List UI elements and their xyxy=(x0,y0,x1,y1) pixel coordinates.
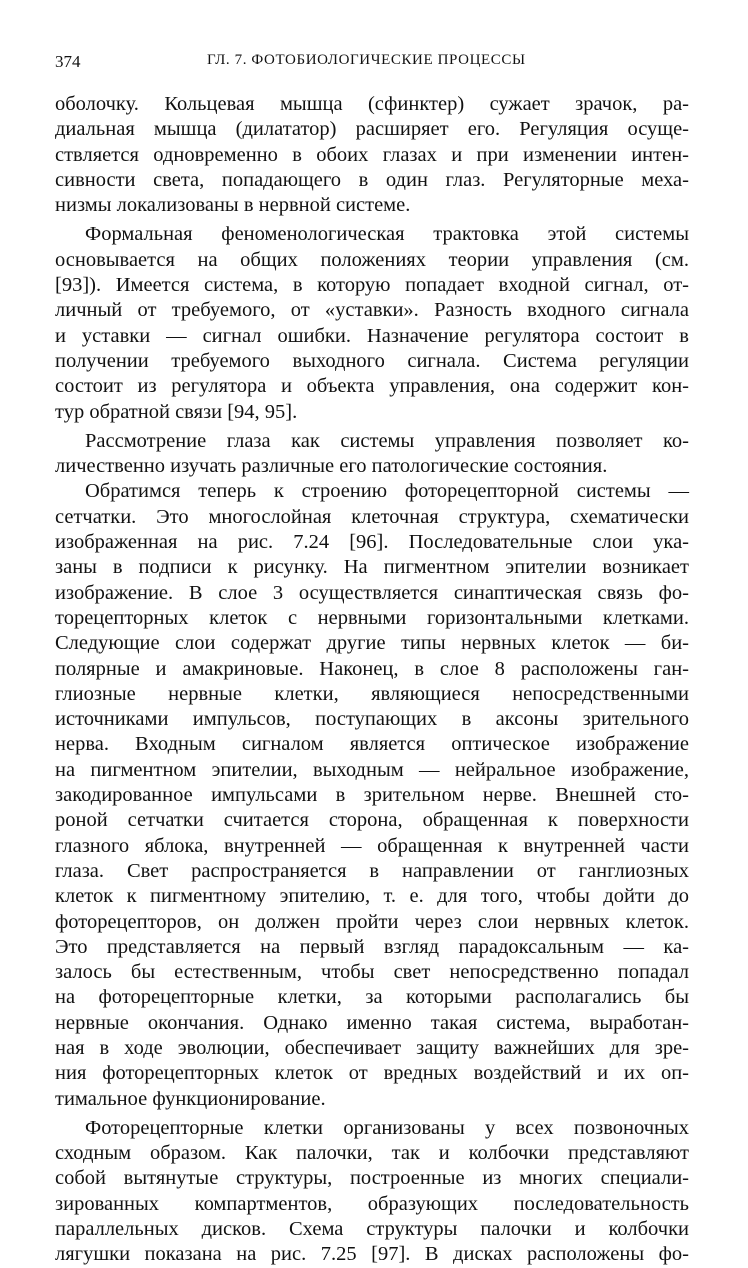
text-line: роной сетчатки считается сторона, обращенная к поверхности xyxy=(55,809,689,832)
paragraph xyxy=(55,479,689,1111)
text-line: тимальное функционирование. xyxy=(55,1087,326,1110)
text-line: Рассмотрение глаза как системы управления позволяет ко- xyxy=(85,429,689,452)
text-line: на пигментном эпителии, выходным — нейральное изображение, xyxy=(55,758,689,781)
text-line: глазного яблока, внутренней — обращенная к внутренней части xyxy=(55,834,689,857)
text-line: Фоторецепторные клетки организованы у всех позвоночных xyxy=(85,1116,689,1139)
text-line: ная в ходе эволюции, обеспечивает защиту важнейших для зре- xyxy=(55,1036,689,1059)
text-line: глиозные нервные клетки, являющиеся непосредственными xyxy=(55,682,689,705)
paragraph xyxy=(55,92,689,218)
text-line: [93]). Имеется система, в которую попадает входной сигнал, от- xyxy=(55,274,689,297)
text-line: заны в подписи к рисунку. На пигментном эпителии возникает xyxy=(55,556,689,579)
text-line: Обратимся теперь к строению фоторецепторной системы — xyxy=(85,480,689,503)
text-line: диальная мышца (дилататор) расширяет его. Регуляция осуще- xyxy=(55,118,689,141)
text-line: сивности света, попадающего в один глаз. Регуляторные меха- xyxy=(55,168,689,191)
text-line: изображение. В слое 3 осуществляется синаптическая связь фо- xyxy=(55,581,689,604)
paragraph xyxy=(55,1116,689,1268)
text-line: основывается на общих положениях теории управления (см. xyxy=(55,248,689,271)
text-line: параллельных дисков. Схема структуры палочки и колбочки xyxy=(55,1218,689,1241)
text-line: оболочку. Кольцевая мышца (сфинктер) сужает зрачок, ра- xyxy=(55,93,689,115)
text-line: торецепторных клеток с нервными горизонтальными клетками. xyxy=(55,606,689,629)
text-line: источниками импульсов, поступающих в аксоны зрительного xyxy=(55,708,689,731)
text-line: нервные окончания. Однако именно такая система, выработан- xyxy=(55,1011,689,1034)
text-line: залось бы естественным, чтобы свет непосредственно попадал xyxy=(55,961,689,984)
text-line: личный от требуемого, от «уставки». Разность входного сигнала xyxy=(55,299,689,322)
text-line: нерва. Входным сигналом является оптическое изображение xyxy=(55,733,689,756)
text-line: на фоторецепторные клетки, за которыми располагались бы xyxy=(55,986,689,1009)
text-line: личественно изучать различные его патологические состояния. xyxy=(55,455,608,478)
text-line: лягушки показана на рис. 7.25 [97]. В дисках расположены фо- xyxy=(55,1243,689,1266)
paragraph xyxy=(55,429,689,480)
text-line: тур обратной связи [94, 95]. xyxy=(55,400,298,423)
text-line: Формальная феноменологическая трактовка этой системы xyxy=(85,223,689,246)
running-head xyxy=(55,52,689,76)
chapter-title: ГЛ. 7. ФОТОБИОЛОГИЧЕСКИЕ ПРОЦЕССЫ xyxy=(207,52,526,68)
text-line: состоит из регулятора и объекта управления, она содержит кон- xyxy=(55,375,689,398)
text-line: сетчатки. Это многослойная клеточная структура, схематически xyxy=(55,505,689,528)
text-line: и уставки — сигнал ошибки. Назначение регулятора состоит в xyxy=(55,324,689,347)
text-line: зированных компартментов, образующих последовательность xyxy=(55,1192,689,1215)
text-line: Это представляется на первый взгляд парадоксальным — ка- xyxy=(55,935,689,958)
text-line: полярные и амакриновые. Наконец, в слое 8 расположены ган- xyxy=(55,657,689,680)
text-line: собой вытянутые структуры, построенные из многих специали- xyxy=(55,1167,689,1190)
text-line: низмы локализованы в нервной системе. xyxy=(55,194,411,217)
text-line: фоторецепторов, он должен пройти через слои нервных клеток. xyxy=(55,910,689,933)
paragraph xyxy=(55,222,689,424)
text-line: закодированное импульсами в зрительном нерве. Внешней сто- xyxy=(55,784,689,807)
page-number: 374 xyxy=(55,52,81,71)
text-line: клеток к пигментному эпителию, т. е. для того, чтобы дойти до xyxy=(55,885,689,908)
text-line: Следующие слои содержат другие типы нервных клеток — би- xyxy=(55,632,689,655)
text-line: получении требуемого выходного сигнала. Система регуляции xyxy=(55,349,689,372)
text-line: ния фоторецепторных клеток от вредных воздействий и их оп- xyxy=(55,1062,689,1085)
text-line: глаза. Свет распространяется в направлении от ганглиозных xyxy=(55,859,689,882)
text-line: изображенная на рис. 7.24 [96]. Последовательные слои ука- xyxy=(55,531,689,554)
text-line: сходным образом. Как палочки, так и колбочки представляют xyxy=(55,1142,689,1165)
text-line: ствляется одновременно в обоих глазах и при изменении интен- xyxy=(55,143,689,166)
book-page xyxy=(55,52,689,1268)
